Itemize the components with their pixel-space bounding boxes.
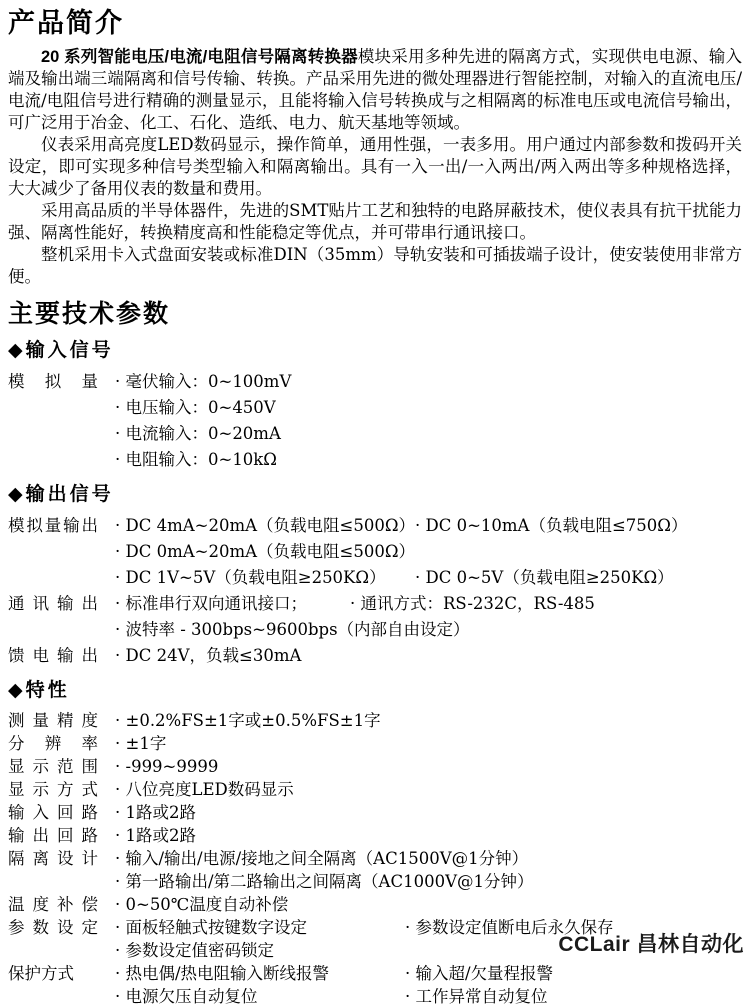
spec-value: · 第一路输出/第二路输出之间隔离（AC1000V@1分钟） (115, 872, 534, 891)
spec-label: 分辨率 (8, 734, 98, 753)
intro-paragraph: 采用高品质的半导体器件，先进的SMT贴片工艺和独特的电路屏蔽技术，使仪表具有抗干扰能力强、隔离性能好，转换精度高和性能稳定等优点，并可带串行通讯接口。 (8, 201, 742, 242)
spec-value: · 参数设定值断电后永久保存 (405, 918, 614, 937)
spec-value: · DC 0~10mA（负载电阻≤750Ω） (415, 516, 688, 535)
spec-row (8, 732, 742, 755)
section-heading-features: ◆特性 (8, 679, 70, 701)
spec-value: · DC 1V~5V（负载电阻≥250KΩ） (115, 568, 386, 587)
spec-value: · DC 0~5V（负载电阻≥250KΩ） (415, 568, 674, 587)
spec-value: · 电阻输入：0~10kΩ (115, 450, 277, 469)
spec-label: 输入回路 (8, 803, 98, 822)
spec-value: · 波特率 - 300bps~9600bps（内部自由设定） (115, 620, 470, 639)
spec-value: · DC 4mA~20mA（负载电阻≤500Ω） (115, 516, 416, 535)
spec-row (8, 962, 742, 1008)
spec-row (8, 755, 742, 778)
spec-label: 显示方式 (8, 780, 98, 799)
spec-value: · DC 24V，负载≤30mA (115, 646, 302, 665)
spec-value: · 电压输入：0~450V (115, 398, 276, 417)
spec-row (8, 824, 742, 847)
spec-value: · ±0.2%FS±1字或±0.5%FS±1字 (115, 711, 381, 730)
spec-label: 输出回路 (8, 826, 98, 845)
spec-label: 温度补偿 (8, 895, 98, 914)
spec-value: · -999~9999 (115, 757, 219, 776)
intro-paragraph: 仪表采用高亮度LED数码显示，操作简单，通用性强，一表多用。用户通过内部参数和拨码开关设定，即可实现多种信号类型输入和隔离输出。具有一入一出/一入两出/两入两出等多种规格选择，大大减少了备用仪表的数量和费用。 (8, 135, 742, 198)
intro-paragraph-text: 模块采用多种先进的隔离方式，实现供电电源、输入端及输出端三端隔离和信号传输、转换。产品采用先进的微处理器进行智能控制，对输入的直流电压/电流/电阻信号进行精确的测量显示，且能将输入信号转换成与之相隔离的标准电压或电流信号输出，可广泛用于冶金、化工、石化、造纸、电力、航天基地等领域。 (8, 47, 743, 132)
spec-label: 通讯输出 (8, 594, 98, 613)
spec-row (8, 709, 742, 732)
specs-title: 主要技术参数 (8, 300, 171, 328)
spec-value: · 输入/输出/电源/接地之间全隔离（AC1500V@1分钟） (115, 849, 529, 868)
spec-label: 馈电输出 (8, 646, 98, 665)
spec-row (8, 591, 742, 643)
spec-label: 参数设定 (8, 918, 98, 937)
spec-value: · 电流输入：0~20mA (115, 424, 281, 443)
intro-paragraph (8, 46, 742, 134)
spec-value: · 面板轻触式按键数字设定 (115, 918, 307, 937)
intro-paragraph: 整机采用卡入式盘面安装或标准DIN（35mm）导轨安装和可插拔端子设计，使安装使用非常方便。 (8, 245, 742, 286)
spec-row (8, 513, 742, 591)
spec-row (8, 801, 742, 824)
spec-label: 测量精度 (8, 711, 98, 730)
spec-value: · 八位亮度LED数码显示 (115, 780, 294, 799)
section-heading-input: ◆输入信号 (8, 339, 114, 361)
spec-value: · 标准串行双向通讯接口； (115, 594, 307, 613)
spec-row (8, 893, 742, 916)
spec-value: · 1路或2路 (115, 826, 196, 845)
spec-value: · 参数设定值密码锁定 (115, 941, 274, 960)
spec-value: · 热电偶/热电阻输入断线报警 (115, 964, 330, 983)
spec-value: · ±1字 (115, 734, 167, 753)
spec-value: · 毫伏输入：0~100mV (115, 372, 292, 391)
section-input-signal (8, 339, 742, 473)
spec-label: 保护方式 (8, 964, 74, 983)
section-features (8, 679, 742, 1008)
section-output-signal (8, 483, 742, 669)
spec-row (8, 643, 742, 669)
page-title: 产品简介 (8, 8, 124, 38)
spec-value: · 0~50℃温度自动补偿 (115, 895, 289, 914)
spec-value: · 1路或2路 (115, 803, 196, 822)
spec-label: 模拟量 (8, 372, 98, 391)
section-heading-output: ◆输出信号 (8, 483, 114, 505)
spec-value: · DC 0mA~20mA（负载电阻≤500Ω） (115, 542, 416, 561)
spec-label: 模拟量输出 (8, 516, 98, 535)
spec-value: · 输入超/欠量程报警 (405, 964, 554, 983)
vendor-watermark: CCLair 昌林自动化 (558, 933, 744, 956)
spec-value: · 通讯方式：RS-232C，RS-485 (350, 594, 595, 613)
spec-label: 隔离设计 (8, 849, 98, 868)
spec-row (8, 369, 742, 473)
spec-row (8, 847, 742, 893)
spec-value: · 电源欠压自动复位 (115, 987, 258, 1006)
spec-value: · 工作异常自动复位 (405, 987, 548, 1006)
spec-label: 显示范围 (8, 757, 98, 776)
spec-row (8, 778, 742, 801)
product-series-name: 20 系列智能电压/电流/电阻信号隔离转换器 (41, 48, 358, 66)
